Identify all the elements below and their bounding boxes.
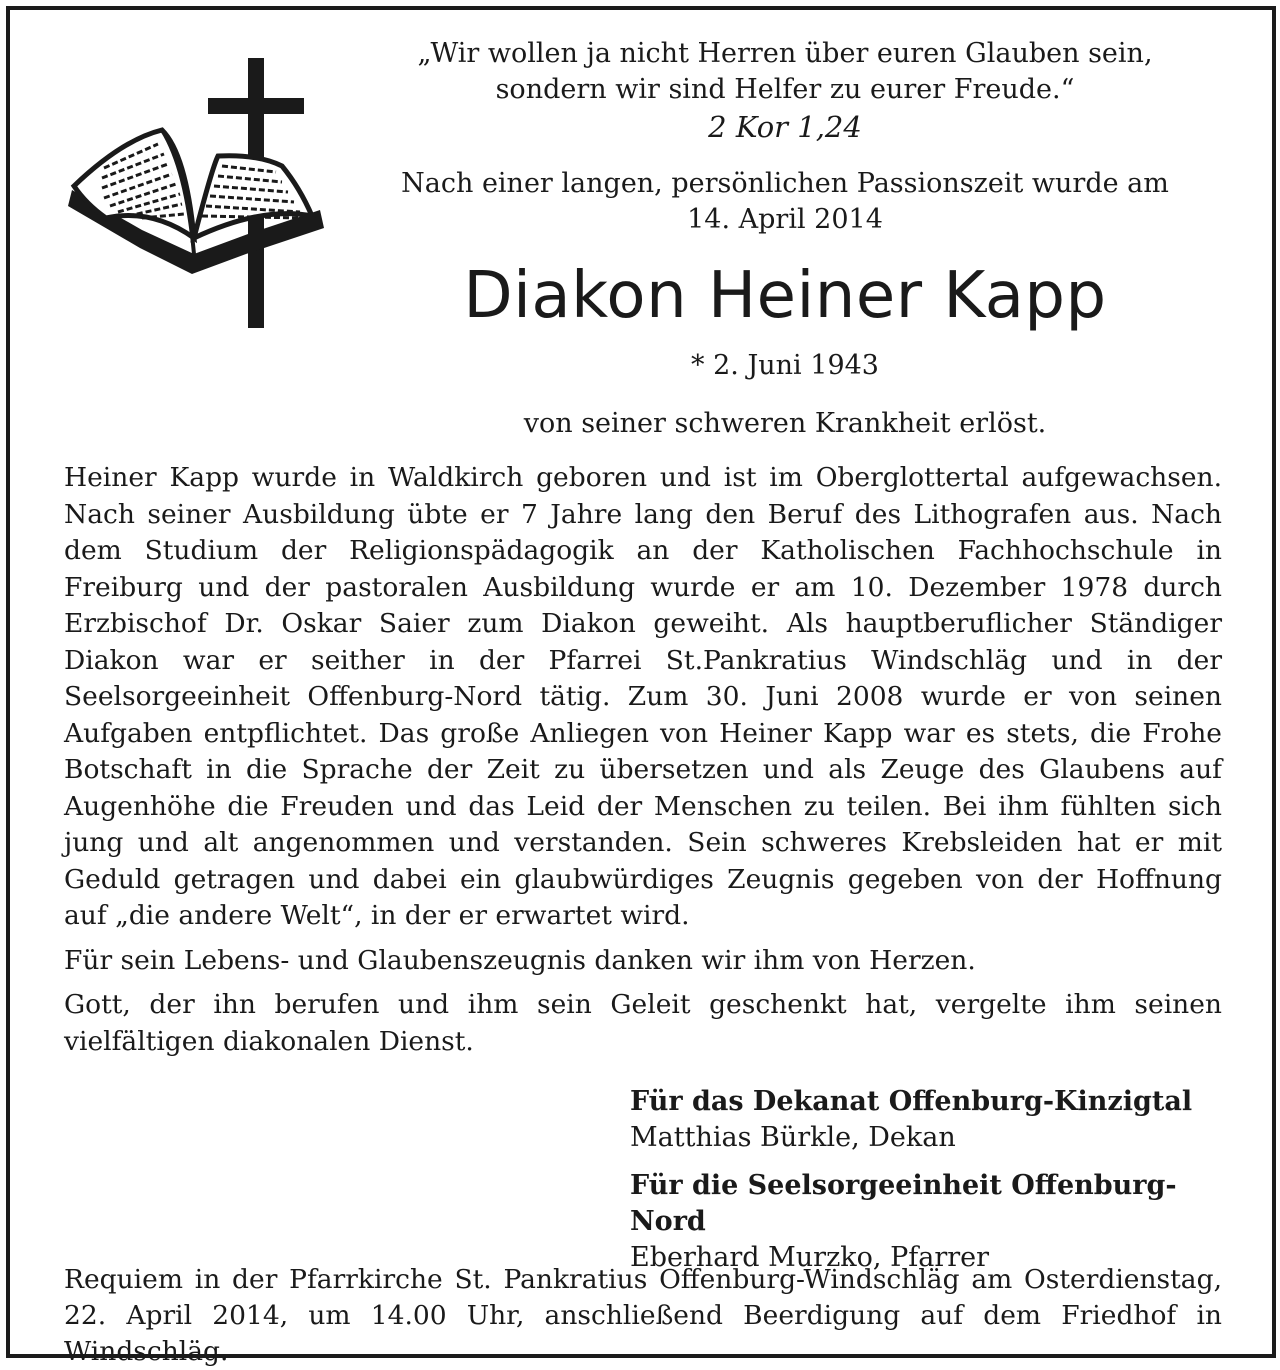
signature-organization: Für die Seelsorgeeinheit Offenburg-Nord xyxy=(630,1170,1177,1237)
signature-block-seelsorgeeinheit xyxy=(630,1168,1230,1276)
quote-reference: 2 Kor 1,24 xyxy=(708,110,862,144)
bible-quote xyxy=(350,36,1220,146)
deceased-name: Diakon Heiner Kapp xyxy=(463,259,1107,333)
released-text: von seiner schweren Krankheit erlöst. xyxy=(523,408,1047,439)
signature-block-dekanat xyxy=(630,1084,1230,1156)
signature-person: Matthias Bürkle, Dekan xyxy=(630,1122,956,1153)
quote-line-1: „Wir wollen ja nicht Herren über euren Glauben sein, xyxy=(417,38,1153,69)
birth-date: * 2. Juni 1943 xyxy=(691,350,879,381)
obituary-body xyxy=(64,460,1222,1060)
body-paragraph-3: Gott, der ihn berufen und ihm sein Geleit geschenkt hat, vergelte ihm seinen vielfältigen diakonalen Dienst. xyxy=(64,989,1222,1057)
cross-and-open-bible-icon xyxy=(62,58,332,338)
signature-person: Eberhard Murzko, Pfarrer xyxy=(630,1242,990,1273)
intro-text xyxy=(350,166,1220,238)
death-date: 14. April 2014 xyxy=(687,204,883,235)
intro-line-1: Nach einer langen, persönlichen Passionszeit wurde am xyxy=(401,168,1169,199)
quote-line-2: sondern wir sind Helfer zu eurer Freude.“ xyxy=(495,74,1075,105)
requiem-notice: Requiem in der Pfarrkirche St. Pankratius Offenburg-Windschläg am Osterdienstag, 22. April 2014, um 14.00 Uhr, anschließend Beerdigung auf dem Friedhof in Windschläg. xyxy=(64,1264,1222,1367)
body-paragraph-2: Für sein Lebens- und Glaubenszeugnis danken wir ihm von Herzen. xyxy=(64,944,976,976)
obituary-notice xyxy=(6,6,1276,1367)
signature-organization: Für das Dekanat Offenburg-Kinzigtal xyxy=(630,1086,1193,1117)
body-paragraph-1: Heiner Kapp wurde in Waldkirch geboren und ist im Oberglottertal aufgewachsen. Nach seiner Ausbildung übte er 7 Jahre lang den Beruf des Lithografen aus. Nach dem Studium der Religionspädagogik an der Katholischen Fachhochschule in Freiburg und der pastoralen Ausbildung wurde er am 10. Dezember 1978 durch Erzbischof Dr. Oskar Saier zum Diakon geweiht. Als hauptberuflicher Ständiger Diakon war er seither in der Pfarrei St.Pankratius Windschläg und in der Seelsorgeeinheit Offenburg-Nord tätig. Zum 30. Juni 2008 wurde er von seinen Aufgaben entpflichtet. Das große Anliegen von Heiner Kapp war es stets, die Frohe Botschaft in die Sprache der Zeit zu übersetzen und als Zeuge des Glaubens auf Augenhöhe die Freuden und das Leid der Menschen zu teilen. Bei ihm fühlten sich jung und alt angenommen und verstanden. Sein schweres Krebsleiden hat er mit Geduld getragen und dabei ein glaubwürdiges Zeugnis gegeben von der Hoffnung auf „die andere Welt“, in der er erwartet wird. xyxy=(64,462,1222,931)
